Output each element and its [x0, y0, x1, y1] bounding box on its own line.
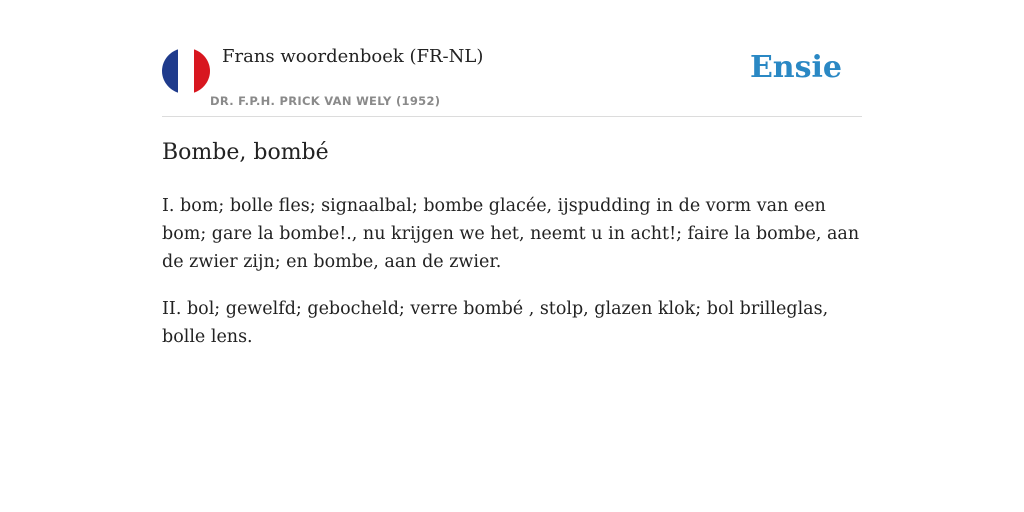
content-container — [162, 0, 862, 347]
flag-stripe-blue — [162, 48, 178, 94]
entry-title: Bombe, bombé — [162, 140, 329, 165]
definition-paragraph-1: I. bom; bolle fles; signaalbal; bombe glacée, ijspudding in de vorm van een bom; gare la bombe!., nu krijgen we het, neemt u in acht!; faire la bombe, aan de zwier zijn; en bombe, aan de zwier. — [162, 196, 860, 272]
flag-stripe-white — [178, 48, 194, 94]
dictionary-header — [162, 0, 862, 117]
definition-paragraph-2: II. bol; gewelfd; gebocheld; verre bombé , stolp, glazen klok; bol brilleglas, bolle lens. — [162, 299, 829, 347]
dictionary-title[interactable]: Frans woordenboek (FR-NL) — [222, 46, 484, 67]
flag-stripe-red — [194, 48, 210, 94]
france-flag-icon — [162, 48, 210, 94]
dictionary-author: DR. F.P.H. PRICK VAN WELY (1952) — [210, 94, 441, 108]
ensie-logo-link[interactable]: Ensie — [749, 50, 842, 85]
